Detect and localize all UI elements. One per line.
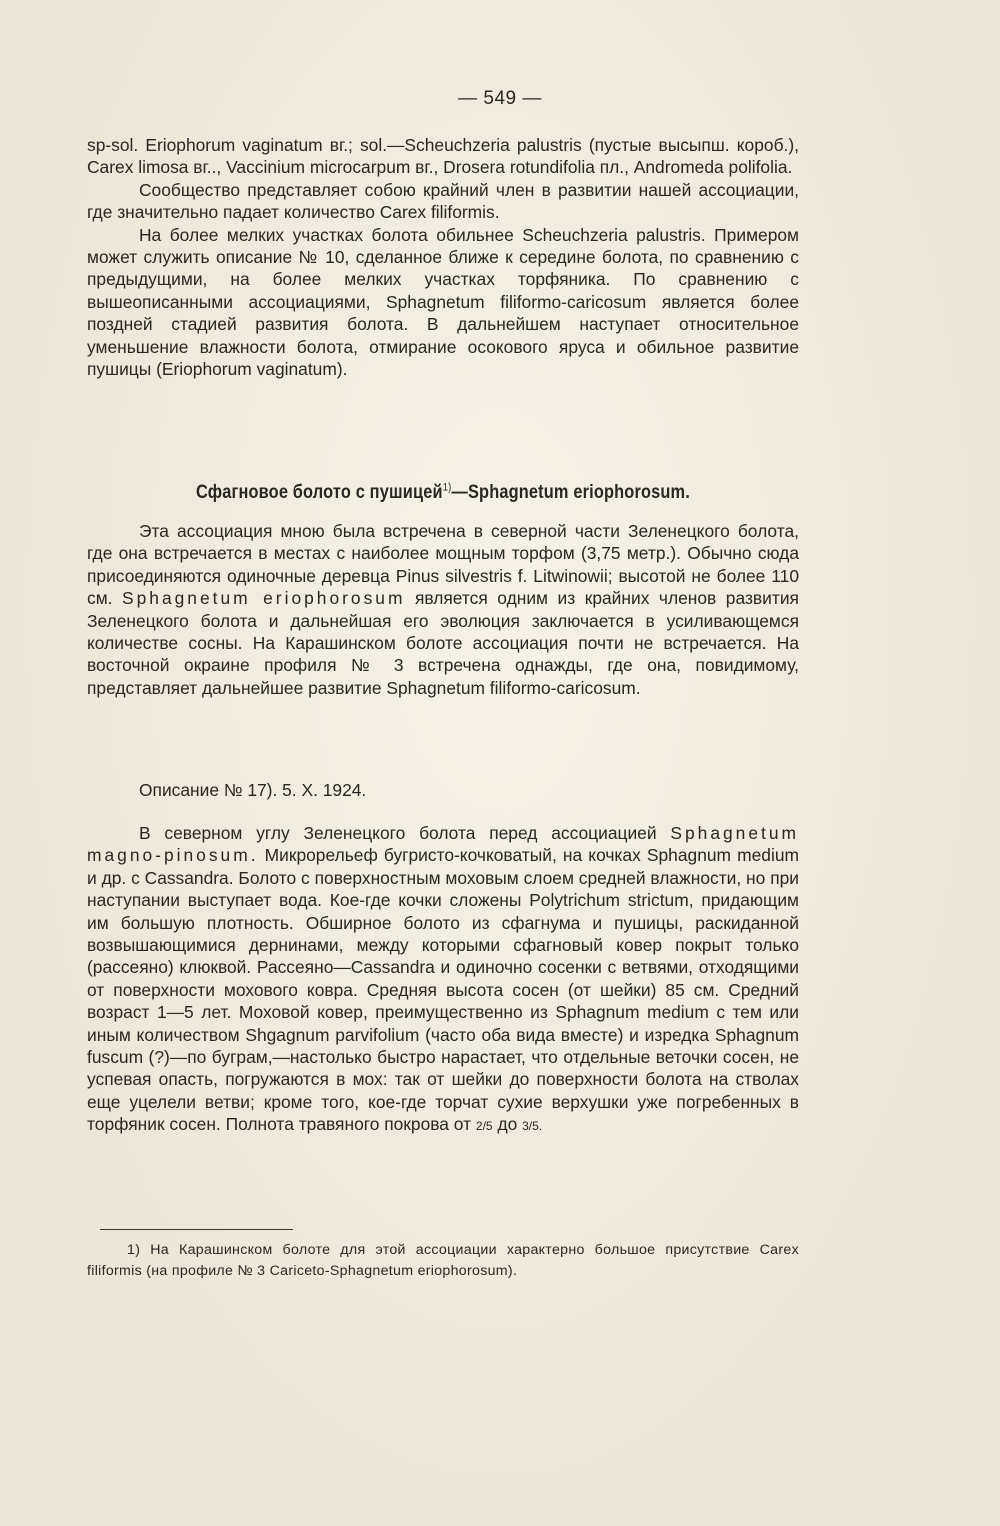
description-latin-spaced: Sphagnetum magno-pinosum. (87, 823, 799, 866)
fraction-joiner: до (497, 1114, 518, 1135)
footnote-text: На Карашинском болоте для этой ассоциации характерно большое присутствие Carex filiformis (на профиле № 3 Cariceto-Sphagnetum eriophorosum). (87, 1242, 799, 1279)
paragraph-scheuchzeria: На более мелких участках болота обильнее Scheuchzeria palustris. Примером может служить описание № 10, сделанное ближе к середине болота, по сравнению с предыдущими, на более мелких участках торфяника. По сравнению с вышеописанными ассоциациями, Sphagnetum filiformo-caricosum является более поздней стадией развития болота. В дальнейшем наступает относительное уменьшение влажности болота, отмирание осокового яруса и обильное развитие пушицы (Eriophorum vaginatum). (87, 224, 799, 380)
footnote (87, 1240, 799, 1282)
fraction-to: 3/5. (522, 1119, 543, 1134)
heading-russian: Сфагновое болото с пушицей (196, 482, 443, 503)
text-block-description (87, 822, 799, 1138)
paragraph-description (87, 822, 799, 1138)
section-heading (137, 482, 749, 504)
description-text-b: Микрорельеф бугристо-кочковатый, на кочках Sphagnum medium и др. с Cassandra. Болото с поверхностным моховым слоем средней влажности, но при наступании выступает вода. Кое-где кочки сложены Polytrichum strictum, придающим им большую плотность. Обширное болото из сфагнума и пушицы, раскиданной возвышающимися дернинами, между которыми сфагновый ковер покрыт только (рассеяно) клюквой. Рассеяно—Cassandra и одиночно сосенки с ветвями, отходящими от поверхности мохового ковра. Средняя высота сосен (от шейки) 85 см. Средний возраст 1—5 лет. Моховой ковер, преимущественно из Sphagnum medium с тем или иным количеством Shgagnum parvifolium (часто оба вида вместе) и изредка Sphagnum fuscum (?)—по буграм,—настолько быстро нарастает, что отдельные веточки сосен, не успевая опасть, погружаются в мох: так от шейки до поверхности болота на стволах еще уцелели ветви; кроме того, кое-где торчат сухие верхушки уже погребенных в торфяник сосен. Полнота травяного покрова от (87, 845, 799, 1135)
association-text-a: Эта ассоциация мною была встречена в северной части Зеленецкого болота, где она встречается в местах с наиболее мощным торфом (3,75 метр.). Обычно сюда присоединяются одиночные деревца Pinus silvestris f. Litwinowii; высотой не более 110 см. (87, 521, 799, 609)
description-text-a: В северном углу Зеленецкого болота перед ассоциацией (139, 823, 657, 843)
page-number: — 549 — (458, 88, 542, 109)
text-block-association (87, 520, 799, 699)
footnote-divider (100, 1229, 293, 1230)
description-title-block (87, 779, 799, 801)
paragraph-community: Сообщество представляет собою крайний член в развитии нашей ассоциации, где значительно падает количество Carex filiformis. (87, 179, 799, 223)
fraction-from: 2/5 (475, 1119, 493, 1134)
footnote-paragraph (87, 1240, 799, 1282)
association-latin-spaced: Sphagnetum eriophorosum (122, 588, 406, 609)
heading-footnote-ref: 1) (442, 481, 452, 494)
footnote-marker: 1) (127, 1242, 141, 1258)
heading-latin: —Sphagnetum eriophorosum. (451, 482, 690, 503)
association-text-b: является одним из крайних членов развития Зеленецкого болота и дальнейшая его эволюция заключается в усиливающемся количестве сосны. На Карашинском болоте ассоциация почти не встречается. На восточной окраине профиля № 3 встречена однажды, где она, повидимому, представляет дальнейшее развитие Sphagnetum filiformo-caricosum. (87, 588, 799, 698)
text-block-top (87, 134, 799, 380)
paragraph-species-list: sp-sol. Eriophorum vaginatum вг.; sol.—Scheuchzeria palustris (пустые высыпш. короб.), Carex limosa вг.., Vaccinium microcarpum вг., Drosera rotundifolia пл., Andromeda polifolia. (87, 135, 799, 178)
description-title: Описание № 17). 5. X. 1924. (139, 780, 367, 800)
paragraph-association (87, 520, 799, 699)
